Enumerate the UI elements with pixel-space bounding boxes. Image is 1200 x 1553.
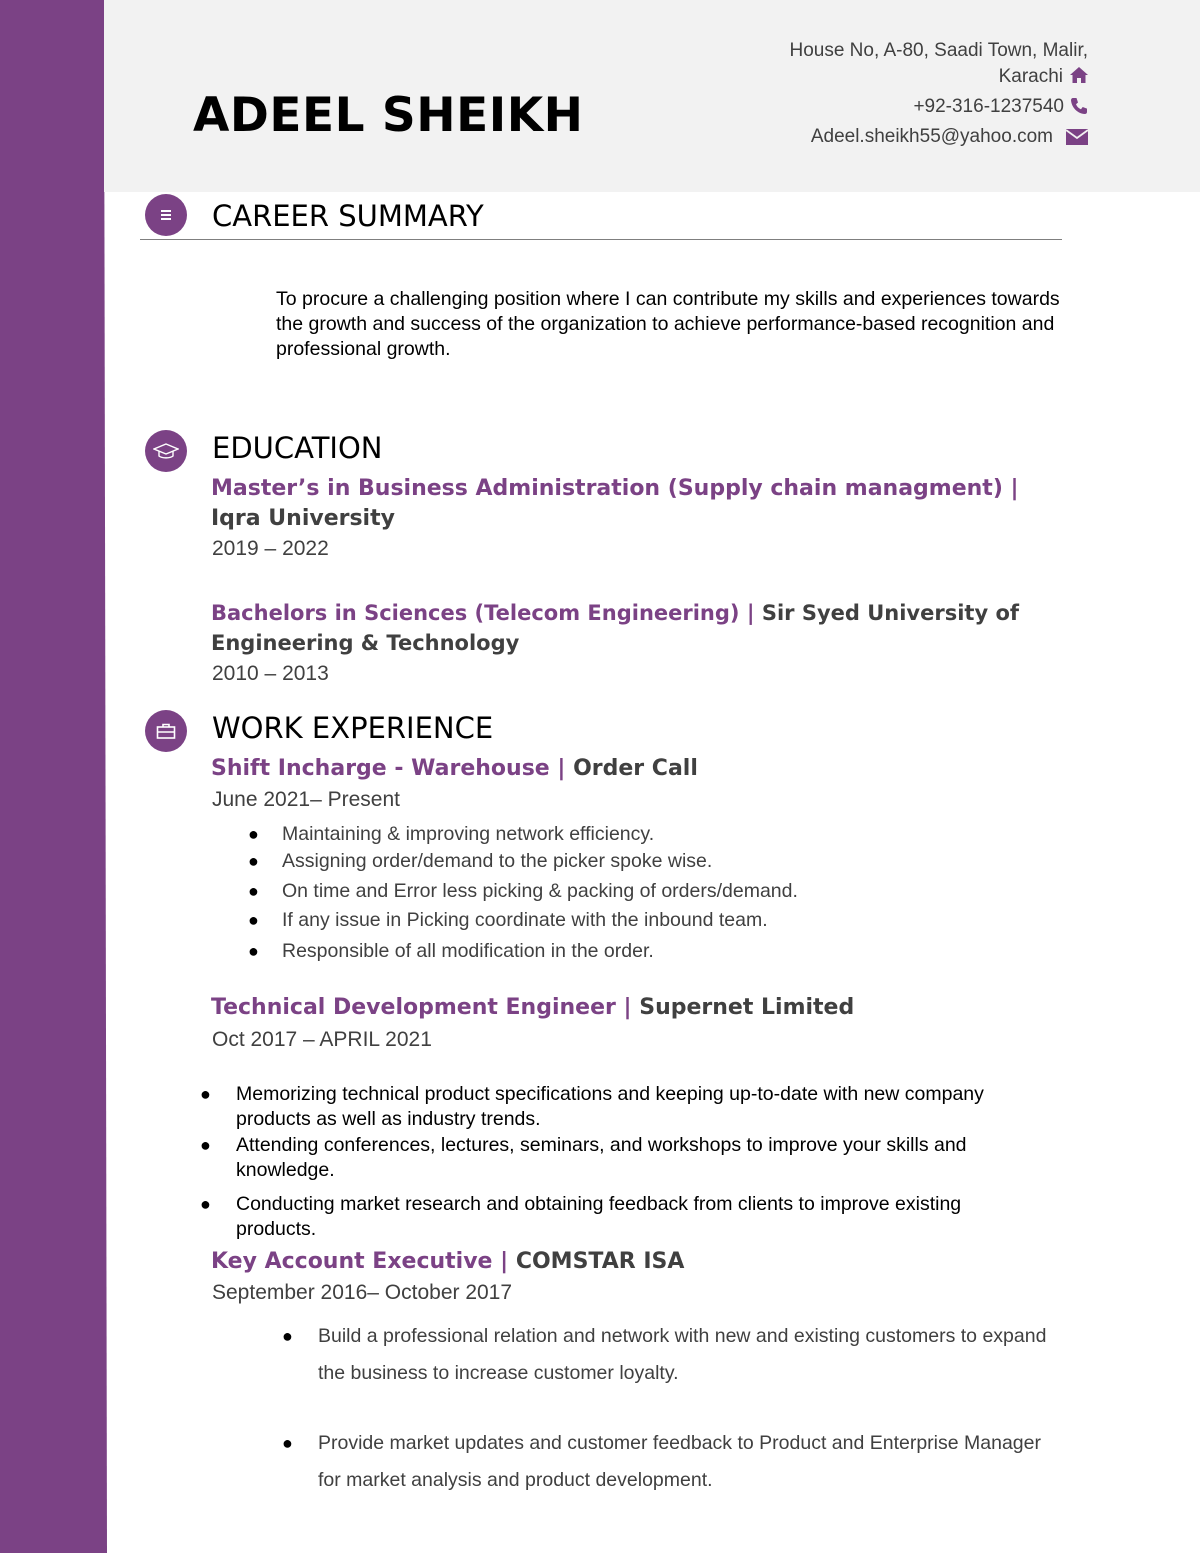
separator: |: [739, 601, 762, 625]
job-role: Key Account Executive: [211, 1249, 493, 1274]
company-name: Supernet Limited: [639, 995, 855, 1020]
job-dates: September 2016– October 2017: [212, 1281, 513, 1304]
phone-number[interactable]: +92-316-1237540: [913, 96, 1064, 117]
envelope-icon: [1065, 127, 1089, 147]
list-item: ● On time and Error less picking & packing of orders/demand.: [248, 880, 798, 902]
company-name: Order Call: [573, 756, 698, 781]
list-item: ● If any issue in Picking coordinate with the inbound team.: [248, 909, 768, 931]
education-dates: 2019 – 2022: [212, 537, 329, 560]
school-name: Sir Syed University of Engineering & Technology: [211, 601, 1020, 655]
separator: |: [492, 1249, 516, 1274]
career-summary-heading: CAREER SUMMARY: [212, 199, 484, 233]
education-entry-degree: [211, 598, 1061, 658]
education-entry-degree: [211, 474, 1061, 534]
degree-title: Master’s in Business Administration (Supply chain managment): [211, 476, 1003, 501]
home-icon: [1069, 65, 1089, 85]
graduation-cap-icon: [145, 430, 187, 472]
job-role: Shift Incharge - Warehouse: [211, 756, 550, 781]
sidebar-accent-bar: [0, 0, 110, 1553]
briefcase-icon: [145, 710, 187, 752]
job-dates: June 2021– Present: [212, 788, 400, 811]
education-heading: EDUCATION: [212, 431, 383, 465]
list-item: ● Responsible of all modification in the order.: [248, 940, 654, 962]
job-title-line: [211, 1247, 684, 1277]
address-line-1: House No, A-80, Saadi Town, Malir,: [789, 40, 1088, 61]
section-divider: [140, 239, 1062, 240]
list-icon: [145, 194, 187, 236]
list-item: ● Build a professional relation and network with new and existing customers to expand the business to increase customer loyalty.: [282, 1325, 1047, 1384]
separator: |: [1002, 476, 1019, 501]
phone-icon: [1069, 96, 1089, 116]
work-experience-heading: WORK EXPERIENCE: [212, 711, 494, 745]
address-line-2: Karachi: [998, 66, 1063, 87]
email-address[interactable]: Adeel.sheikh55@yahoo.com: [810, 126, 1053, 147]
degree-title: Bachelors in Sciences (Telecom Engineering): [211, 601, 740, 625]
list-item: ● Provide market updates and customer feedback to Product and Enterprise Manager for market analysis and product development.: [282, 1432, 1041, 1491]
job-role: Technical Development Engineer: [211, 995, 616, 1020]
list-item: ● Attending conferences, lectures, seminars, and workshops to improve your skills and knowledge.: [200, 1134, 967, 1181]
list-item: ● Memorizing technical product specifications and keeping up-to-date with new company products as well as industry trends.: [200, 1083, 984, 1130]
list-item: ● Maintaining & improving network efficiency.: [248, 823, 655, 845]
job-title-line: [211, 754, 698, 784]
list-item: ● Conducting market research and obtaining feedback from clients to improve existing products.: [200, 1193, 962, 1240]
education-dates: 2010 – 2013: [212, 662, 329, 685]
list-item: ● Assigning order/demand to the picker spoke wise.: [248, 850, 713, 872]
company-name: COMSTAR ISA: [515, 1249, 685, 1274]
school-name: Iqra University: [211, 506, 395, 531]
job-title-line: [211, 993, 854, 1023]
candidate-name: ADEEL SHEIKH: [193, 88, 584, 143]
separator: |: [549, 756, 574, 781]
job-dates: Oct 2017 – APRIL 2021: [212, 1028, 432, 1051]
career-summary-text: To procure a challenging position where I can contribute my skills and experiences towards the growth and success of the organization to achieve performance-based recognition and professional growth.: [276, 288, 1060, 360]
separator: |: [615, 995, 640, 1020]
